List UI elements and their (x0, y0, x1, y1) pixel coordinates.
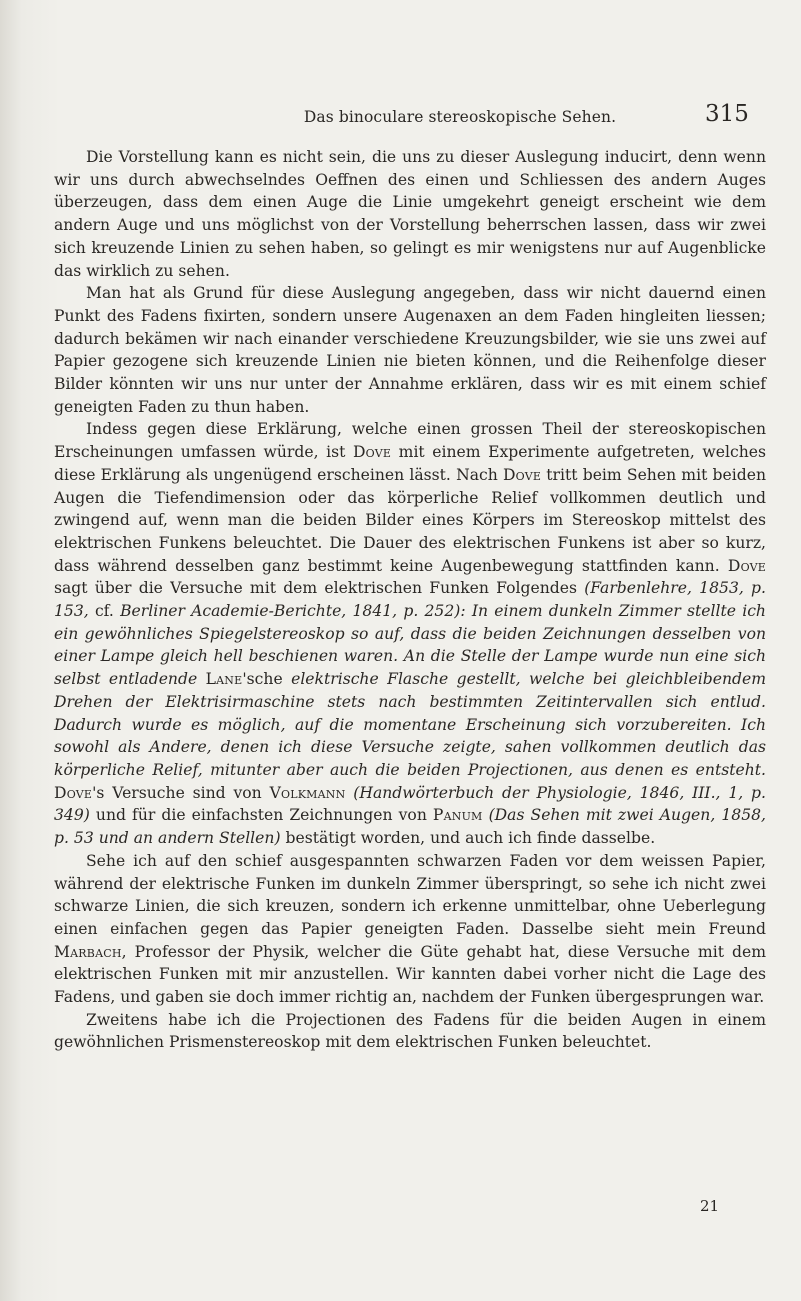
text-run: , Professor der Physik, welcher die Güte gehabt hat, diese Versuche mit dem elektrischen Funken mit mir anzustellen. Wir kannten dabei vorher nicht die Lage des Fadens, und gaben sie doch immer richtig an, nachdem der Funken übergesprungen war. (54, 942, 766, 1007)
text-run: cf. (88, 602, 121, 621)
paragraph-4 (54, 850, 766, 1009)
citation: (Handwörterbuch der Physiologie, 1846, III., 1, p. 349) (54, 783, 766, 825)
text-run: bestätigt worden, und auch ich finde dasselbe. (280, 829, 656, 848)
text-run: tritt beim Sehen mit beiden Augen die Tiefendimension oder das körperliche Relief vollkommen deutlich und zwingend auf, wenn man die beiden Bilder eines Körpers im Stereoskop mittelst des elektrischen Funkens beleuchtet. Die Dauer des elektrischen Funkens ist aber so kurz, dass während desselben ganz bestimmt keine Augenbewegung stattfinden kann. (54, 465, 766, 575)
text-run: Indess gegen diese Erklärung, welche einen grossen Theil der stereoskopischen Erscheinungen umfassen würde, ist (54, 420, 766, 462)
author-name: Dove (727, 556, 766, 575)
text-run: Sehe ich auf den schief ausgespannten schwarzen Faden vor dem weissen Papier, während der elektrische Funken im dunkeln Zimmer überspringt, so sehe ich nicht zwei schwarze Linien, die sich kreuzen, sondern ich erkenne unmittelbar, ohne Ueberlegung einen einfachen gegen das Papier geneigten Faden. Dasselbe sieht mein Freund (54, 851, 766, 938)
running-title: Das binoculare stereoskopische Sehen. (303, 108, 617, 126)
signature-mark: 21 (700, 1197, 720, 1215)
author-name: Dove (352, 443, 392, 462)
citation: (Das Sehen mit zwei Augen, 1858, p. 53 und an andern Stellen) (54, 806, 766, 848)
author-name: Volkmann (269, 783, 346, 802)
quotation: elektrische Flasche gestellt, welche bei gleichbleibendem Drehen der Elektrisirmaschine stets nach bestimmten Zeitintervallen sich entlud. Dadurch wurde es möglich, auf die momentane Erscheinung sich vorzubereiten. Ich sowohl als Andere, denen ich diese Versuche zeigte, sahen vollkommen deutlich das körperliche Relief, mitunter aber auch die beiden Projectionen, aus denen es entsteht. (54, 670, 766, 779)
author-name: Lane (205, 670, 243, 689)
author-name: Dove (502, 465, 542, 484)
citation: (Farbenlehre, 1853, p. 153, (54, 579, 766, 621)
paragraph-3 (54, 418, 766, 849)
page-number: 315 (705, 101, 749, 127)
author-name: Panum (432, 806, 483, 825)
text-run: 's Versuche sind von (92, 783, 270, 802)
author-name: Marbach (54, 942, 122, 961)
body-text (54, 146, 766, 1054)
author-name: Dove (54, 783, 93, 802)
text-run: mit einem Experimente aufgetreten, welches diese Erklärung als ungenügend erscheinen lässt. Nach (54, 443, 766, 484)
text-run: 'sche (242, 670, 292, 689)
text-run: sagt über die Versuche mit dem elektrischen Funken Folgendes (54, 579, 585, 598)
paragraph-2: Man hat als Grund für diese Auslegung angegeben, dass wir nicht dauernd einen Punkt des Fadens fixirten, sondern unsere Augenaxen an dem Faden hingleiten liessen; dadurch bekämen wir nach einander verschiedene Kreuzungsbilder, wie sie uns zwei auf Papier gezogene sich kreuzende Linien nie bieten können, und die Reihenfolge dieser Bilder könnten wir uns nur unter der Annahme erklären, dass wir es mit einem schief geneigten Faden zu thun haben. (54, 284, 766, 416)
paragraph-5: Zweitens habe ich die Projectionen des Fadens für die beiden Augen in einem gewöhnlichen Prismenstereoskop mit dem elektrischen Funken beleuchtet. (54, 1010, 766, 1052)
quotation: Berliner Academie-Berichte, 1841, p. 252): In einem dunkeln Zimmer stellte ich ein gewöhnliches Spiegelstereoskop so auf, dass die beiden Zeichnungen desselben von einer Lampe gleich hell beschienen waren. An die Stelle der Lampe wurde nun eine sich selbst entladende (54, 602, 766, 689)
paragraph-1: Die Vorstellung kann es nicht sein, die uns zu dieser Auslegung inducirt, denn wenn wir uns durch abwechselndes Oeffnen des einen und Schliessen des andern Auges überzeugen, dass dem einen Auge die Linie umgekehrt geneigt erscheint wie dem andern Auge und uns möglichst von der Vorstellung beherrschen lassen, dass wir zwei sich kreuzende Linien zu sehen haben, so gelingt es mir wenigstens nur auf Augenblicke das wirklich zu sehen. (54, 148, 766, 280)
text-run: und für die einfachsten Zeichnungen von (89, 806, 433, 825)
